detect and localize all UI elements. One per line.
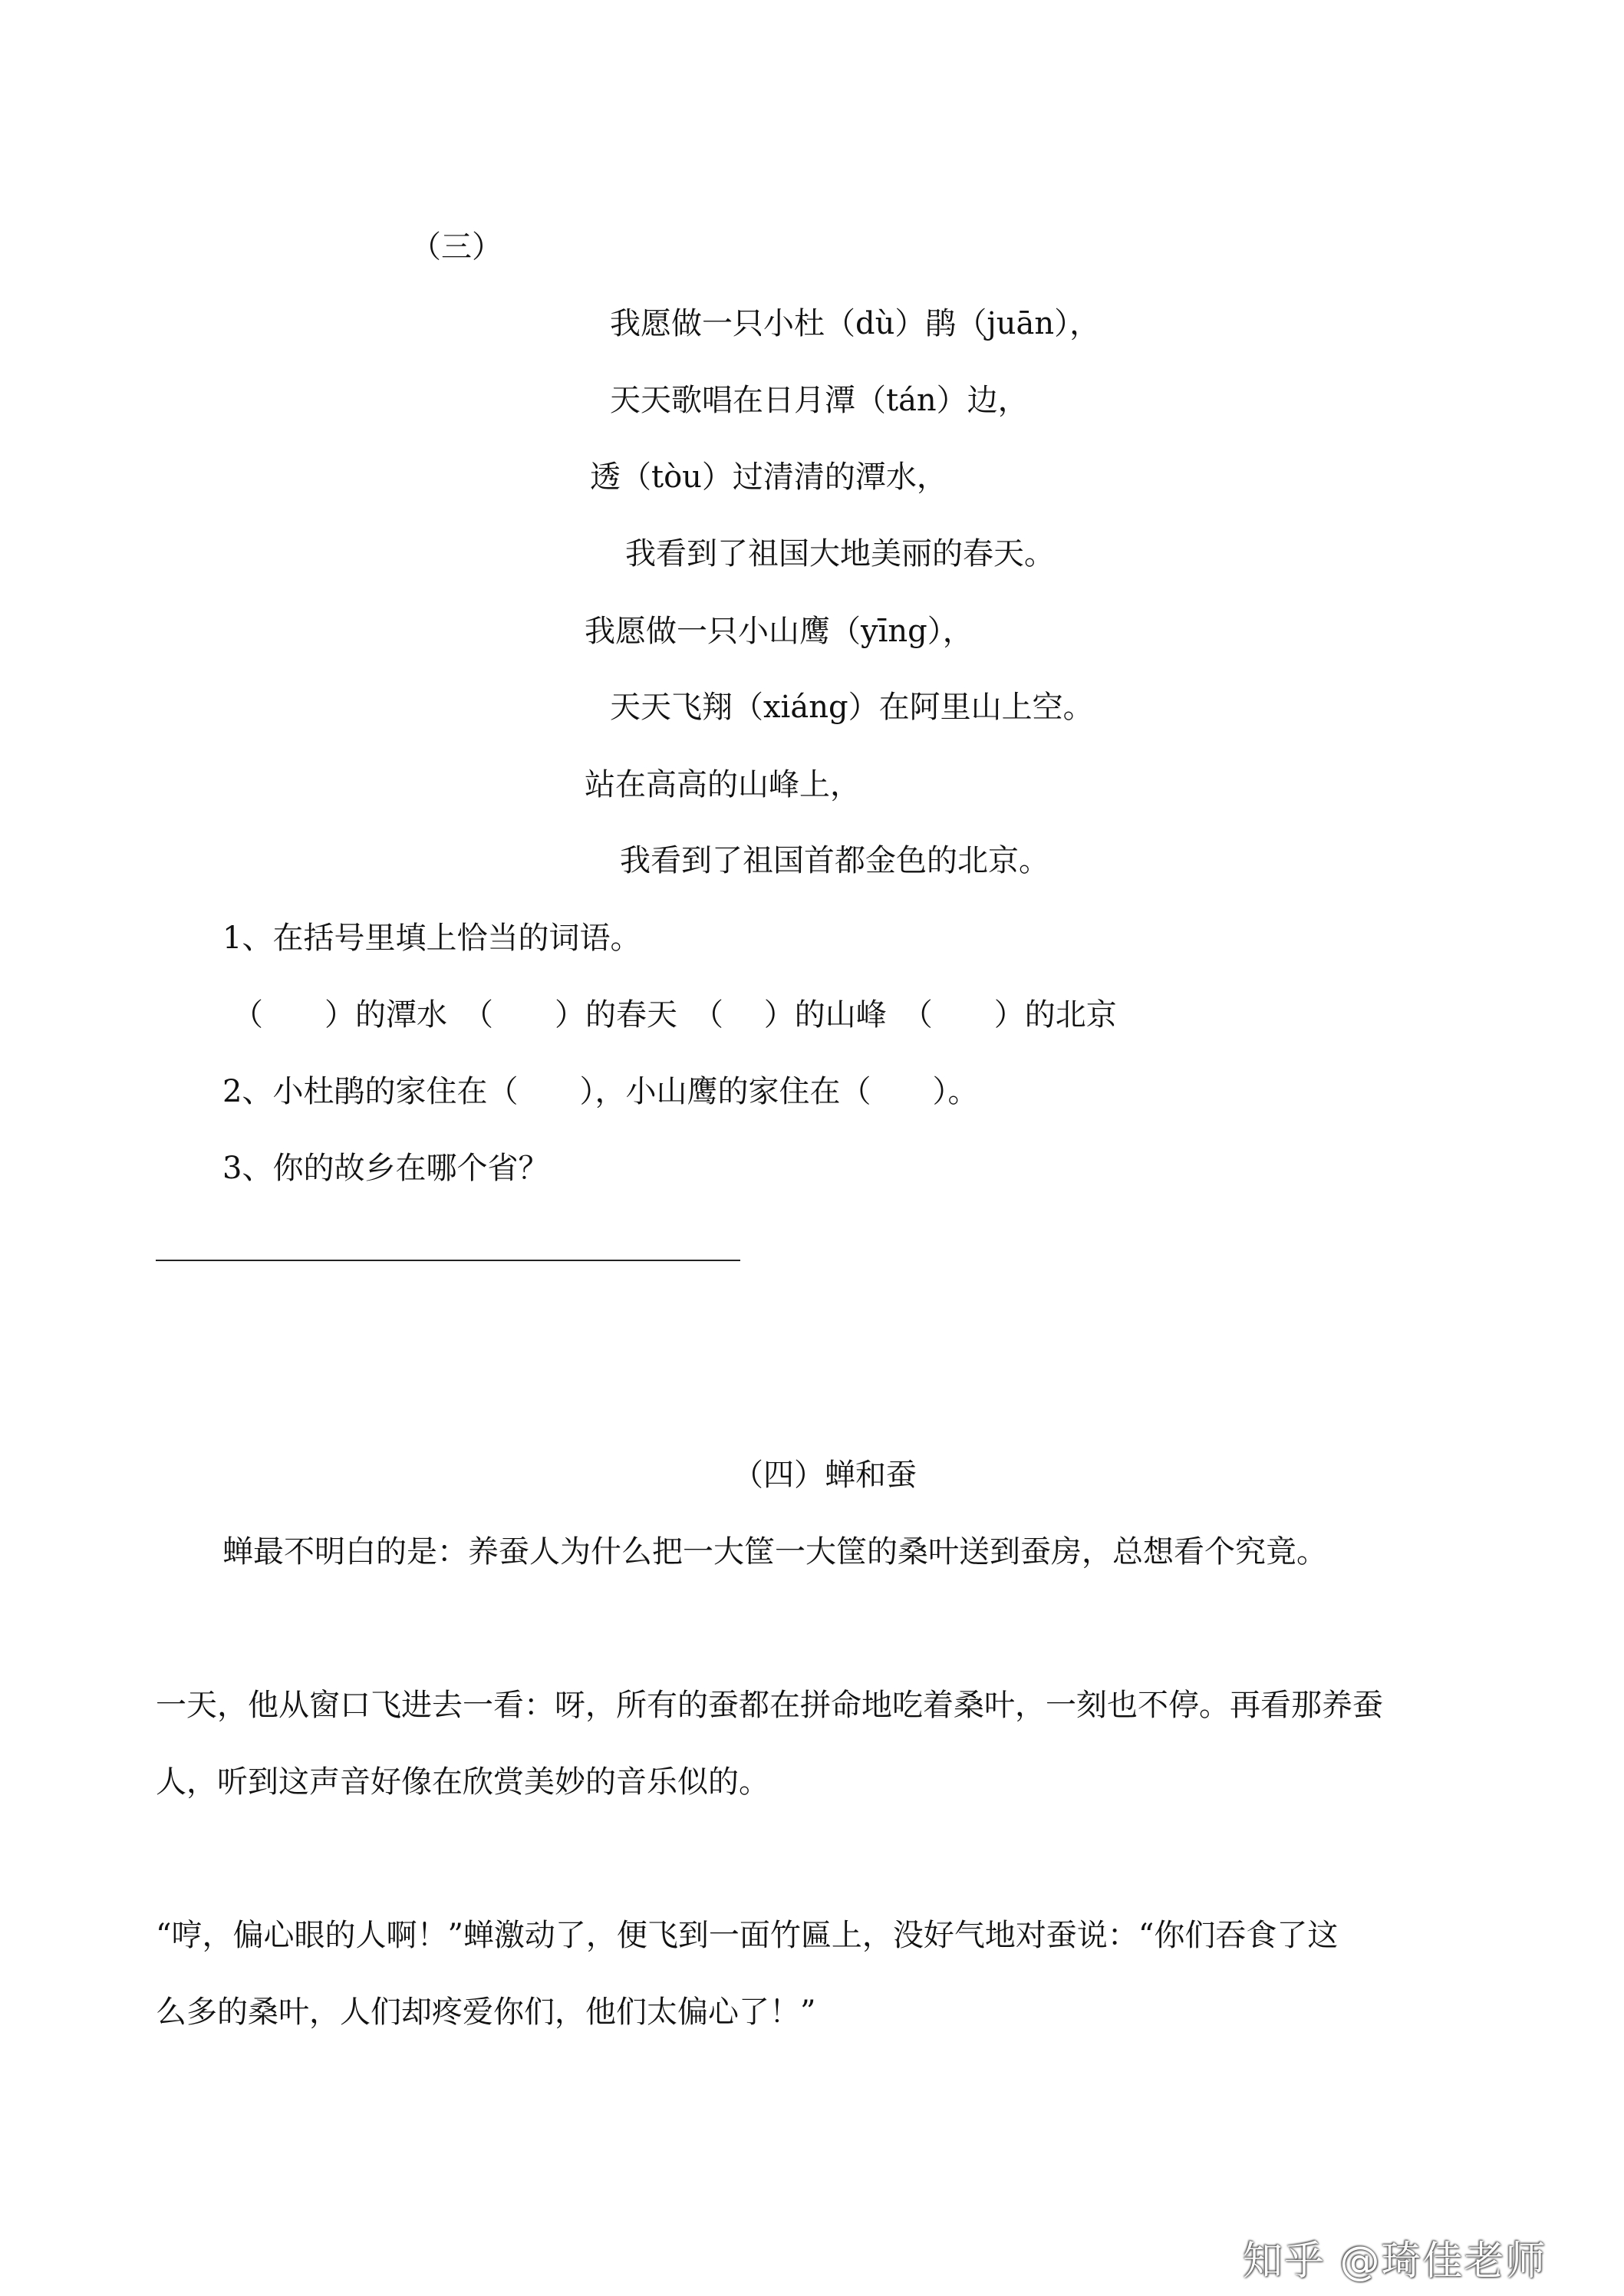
poem-line: 我看到了祖国首都金色的北京。 [620, 843, 1049, 878]
question-1-blanks: （ ）的潭水 （ ）的春天 （ ）的山峰 （ ）的北京 [232, 997, 1117, 1033]
watermark: 知乎 @琦佳老师 [1243, 2238, 1547, 2284]
poem-line: 我愿做一只小杜（dù）鹃（juān）， [610, 306, 1101, 341]
poem-line: 天天歌唱在日月潭（tán）边， [610, 383, 1029, 418]
question-2: 2、小杜鹃的家住在（ ），小山鹰的家住在（ ）。 [222, 1074, 979, 1109]
paragraph-3-line: “哼，偏心眼的人啊！”蝉激动了，便飞到一面竹匾上，没好气地对蚕说：“你们吞食了这 [156, 1918, 1339, 1953]
poem-line: 我看到了祖国大地美丽的春天。 [625, 536, 1055, 572]
paragraph-2-line: 一天，他从窗口飞进去一看：呀，所有的蚕都在拼命地吃着桑叶，一刻也不停。再看那养蚕 [156, 1688, 1383, 1723]
question-3: 3、你的故乡在哪个省？ [222, 1151, 549, 1186]
poem-line: 我愿做一只小山鹰（yīng）， [585, 614, 973, 649]
paragraph-3-line: 么多的桑叶，人们却疼爱你们，他们太偏心了！” [156, 1995, 816, 2030]
section4-title: （四）蝉和蚕 [733, 1458, 917, 1493]
paragraph-1: 蝉最不明白的是：养蚕人为什么把一大筐一大筐的桑叶送到蚕房，总想看个究竟。 [222, 1534, 1327, 1570]
question-1: 1、在括号里填上恰当的词语。 [222, 921, 641, 956]
poem-line: 站在高高的山峰上， [585, 767, 861, 802]
poem-line: 透（tòu）过清清的潭水， [590, 460, 947, 495]
paragraph-2-line: 人，听到这声音好像在欣赏美妙的音乐似的。 [156, 1764, 769, 1800]
answer-line [156, 1260, 740, 1261]
poem-line: 天天飞翔（xiáng）在阿里山上空。 [610, 690, 1094, 725]
section3-heading: （三） [410, 229, 502, 265]
